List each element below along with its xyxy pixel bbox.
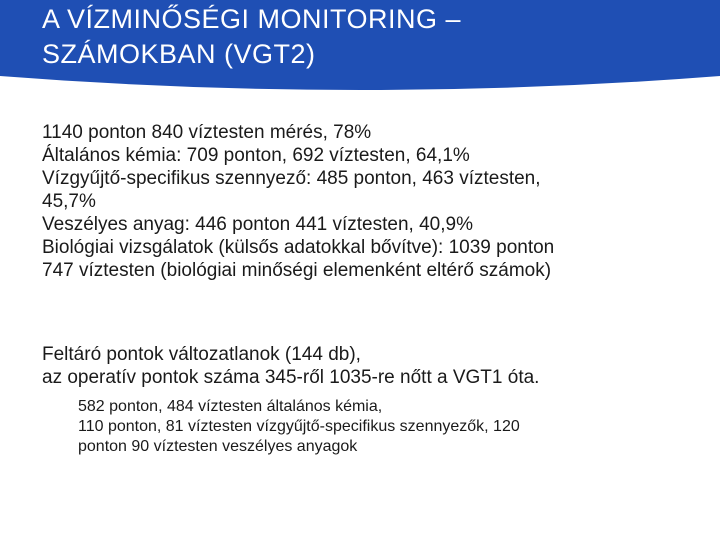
stat-line-hazardous: Veszélyes anyag: 446 ponton 441 víztesten, 40,9% <box>42 214 473 235</box>
operative-points-line: az operatív pontok száma 345-ről 1035-re nőtt a VGT1 óta. <box>42 367 540 388</box>
surveillance-points-line: Feltáró pontok változatlanok (144 db), <box>42 344 361 365</box>
slide-title <box>42 2 682 72</box>
stat-line-biological: Biológiai vizsgálatok (külsős adatokkal bővítve): 1039 ponton <box>42 237 555 258</box>
stat-line-catchment-pollutant-cont: 45,7% <box>42 191 96 212</box>
detail-line-catchment-pollutants: 110 ponton, 81 víztesten vízgyűjtő-specifikus szennyezők, 120 <box>78 418 520 435</box>
points-summary <box>42 343 682 389</box>
stat-line-biological-cont: 747 víztesten (biológiai minőségi elemenként eltérő számok) <box>42 260 552 281</box>
stat-line-general-chemistry: Általános kémia: 709 ponton, 692 víztesten, 64,1% <box>42 145 470 166</box>
monitoring-stats-list <box>42 121 682 282</box>
title-banner <box>0 0 720 100</box>
stat-line-catchment-pollutant: Vízgyűjtő-specifikus szennyező: 485 ponton, 463 víztesten, <box>42 168 541 189</box>
operative-points-detail <box>78 397 678 457</box>
detail-line-hazardous: ponton 90 víztesten veszélyes anyagok <box>78 438 358 455</box>
detail-line-general-chemistry: 582 ponton, 484 víztesten általános kémia, <box>78 398 383 415</box>
stat-line-total: 1140 ponton 840 víztesten mérés, 78% <box>42 122 372 143</box>
slide-title-line-2: SZÁMOKBAN (VGT2) <box>42 39 316 69</box>
slide-title-line-1: A VÍZMINŐSÉGI MONITORING – <box>42 4 462 34</box>
